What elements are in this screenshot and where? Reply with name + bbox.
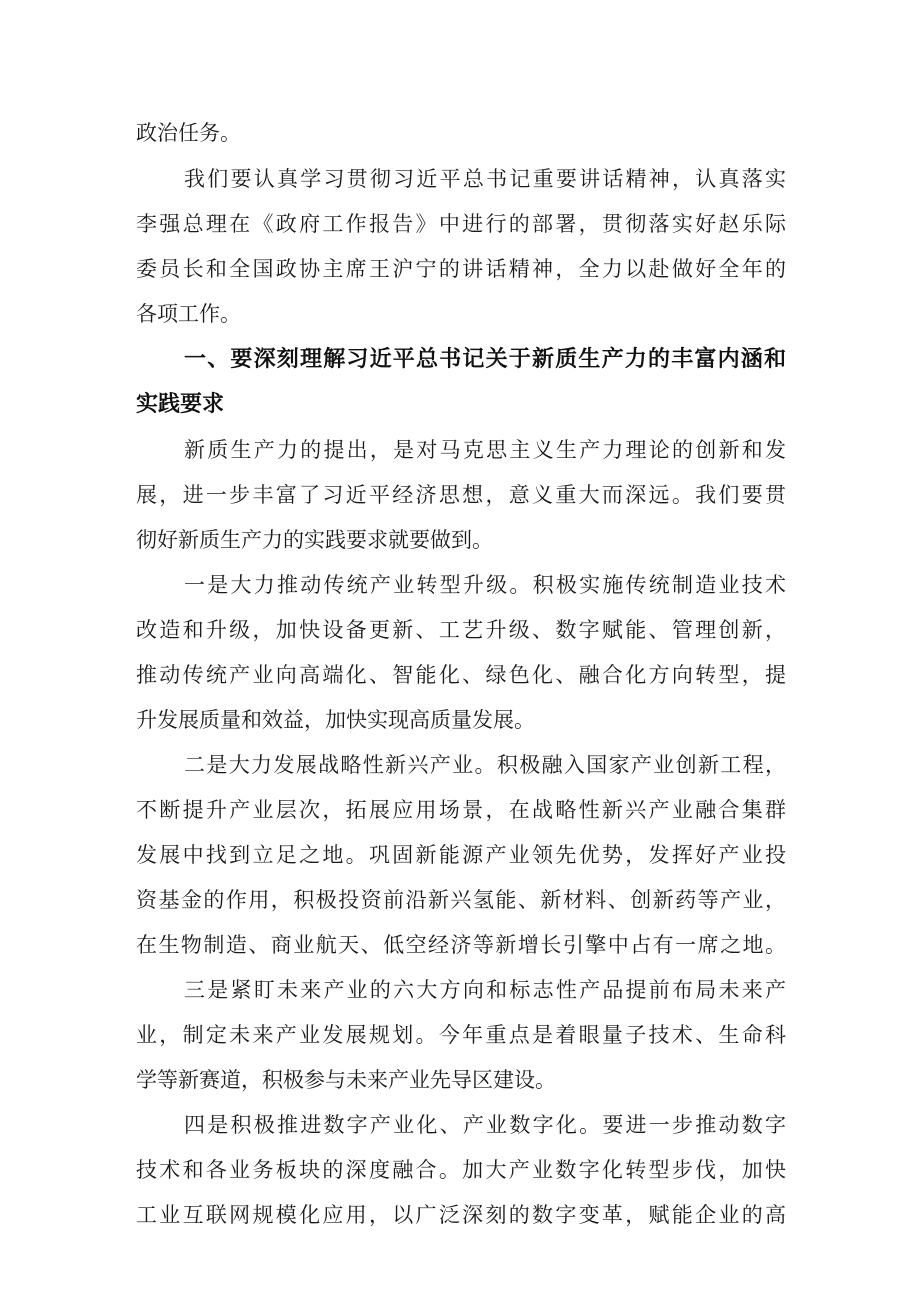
section-heading-line-1: 实践要求 [136, 392, 225, 417]
paragraph-6-line-1: 业，制定未来产业发展规划。今年重点是着眼量子技术、生命科 [136, 1023, 786, 1047]
paragraph-3-line-2: 彻好新质生产力的实践要求就要做到。 [136, 528, 493, 552]
paragraph-1-line-0: 我们要认真学习贯彻习近平总书记重要讲话精神，认真落实 [184, 167, 786, 191]
paragraph-4-line-1: 改造和升级，加快设备更新、工艺升级、数字赋能、管理创新， [136, 618, 786, 642]
paragraph-4-line-3: 升发展质量和效益，加快实现高质量发展。 [136, 708, 535, 732]
paragraph-0-line-0: 政治任务。 [136, 121, 241, 145]
paragraph-1-line-2: 委员长和全国政协主席王沪宁的讲话精神，全力以赴做好全年的 [136, 257, 786, 281]
paragraph-5-line-2: 发展中找到立足之地。巩固新能源产业领先优势，发挥好产业投 [136, 843, 786, 867]
paragraph-7-line-1: 技术和各业务板块的深度融合。加大产业数字化转型步伐，加快 [136, 1158, 786, 1182]
paragraph-7-line-2: 工业互联网规模化应用，以广泛深刻的数字变革，赋能企业的高 [136, 1203, 786, 1227]
paragraph-4-line-2: 推动传统产业向高端化、智能化、绿色化、融合化方向转型，提 [136, 663, 786, 687]
paragraph-5-line-1: 不断提升产业层次，拓展应用场景，在战略性新兴产业融合集群 [136, 798, 786, 822]
paragraph-1-line-1: 李强总理在《政府工作报告》中进行的部署，贯彻落实好赵乐际 [136, 212, 786, 236]
paragraph-4-line-0: 一是大力推动传统产业转型升级。积极实施传统制造业技术 [184, 573, 786, 597]
paragraph-6-line-2: 学等新赛道，积极参与未来产业先导区建设。 [136, 1068, 556, 1092]
section-heading-line-0: 一、要深刻理解习近平总书记关于新质生产力的丰富内涵和 [184, 347, 786, 372]
paragraph-5-line-3: 资基金的作用，积极投资前沿新兴氢能、新材料、创新药等产业， [136, 888, 786, 912]
paragraph-1-line-3: 各项工作。 [136, 302, 241, 326]
paragraph-5-line-4: 在生物制造、商业航天、低空经济等新增长引擎中占有一席之地。 [136, 933, 786, 957]
paragraph-3-line-1: 展，进一步丰富了习近平经济思想，意义重大而深远。我们要贯 [136, 483, 786, 507]
paragraph-3-line-0: 新质生产力的提出，是对马克思主义生产力理论的创新和发 [184, 438, 786, 462]
paragraph-5-line-0: 二是大力发展战略性新兴产业。积极融入国家产业创新工程， [184, 753, 786, 777]
paragraph-7-line-0: 四是积极推进数字产业化、产业数字化。要进一步推动数字 [184, 1113, 786, 1137]
paragraph-6-line-0: 三是紧盯未来产业的六大方向和标志性产品提前布局未来产 [184, 978, 786, 1002]
